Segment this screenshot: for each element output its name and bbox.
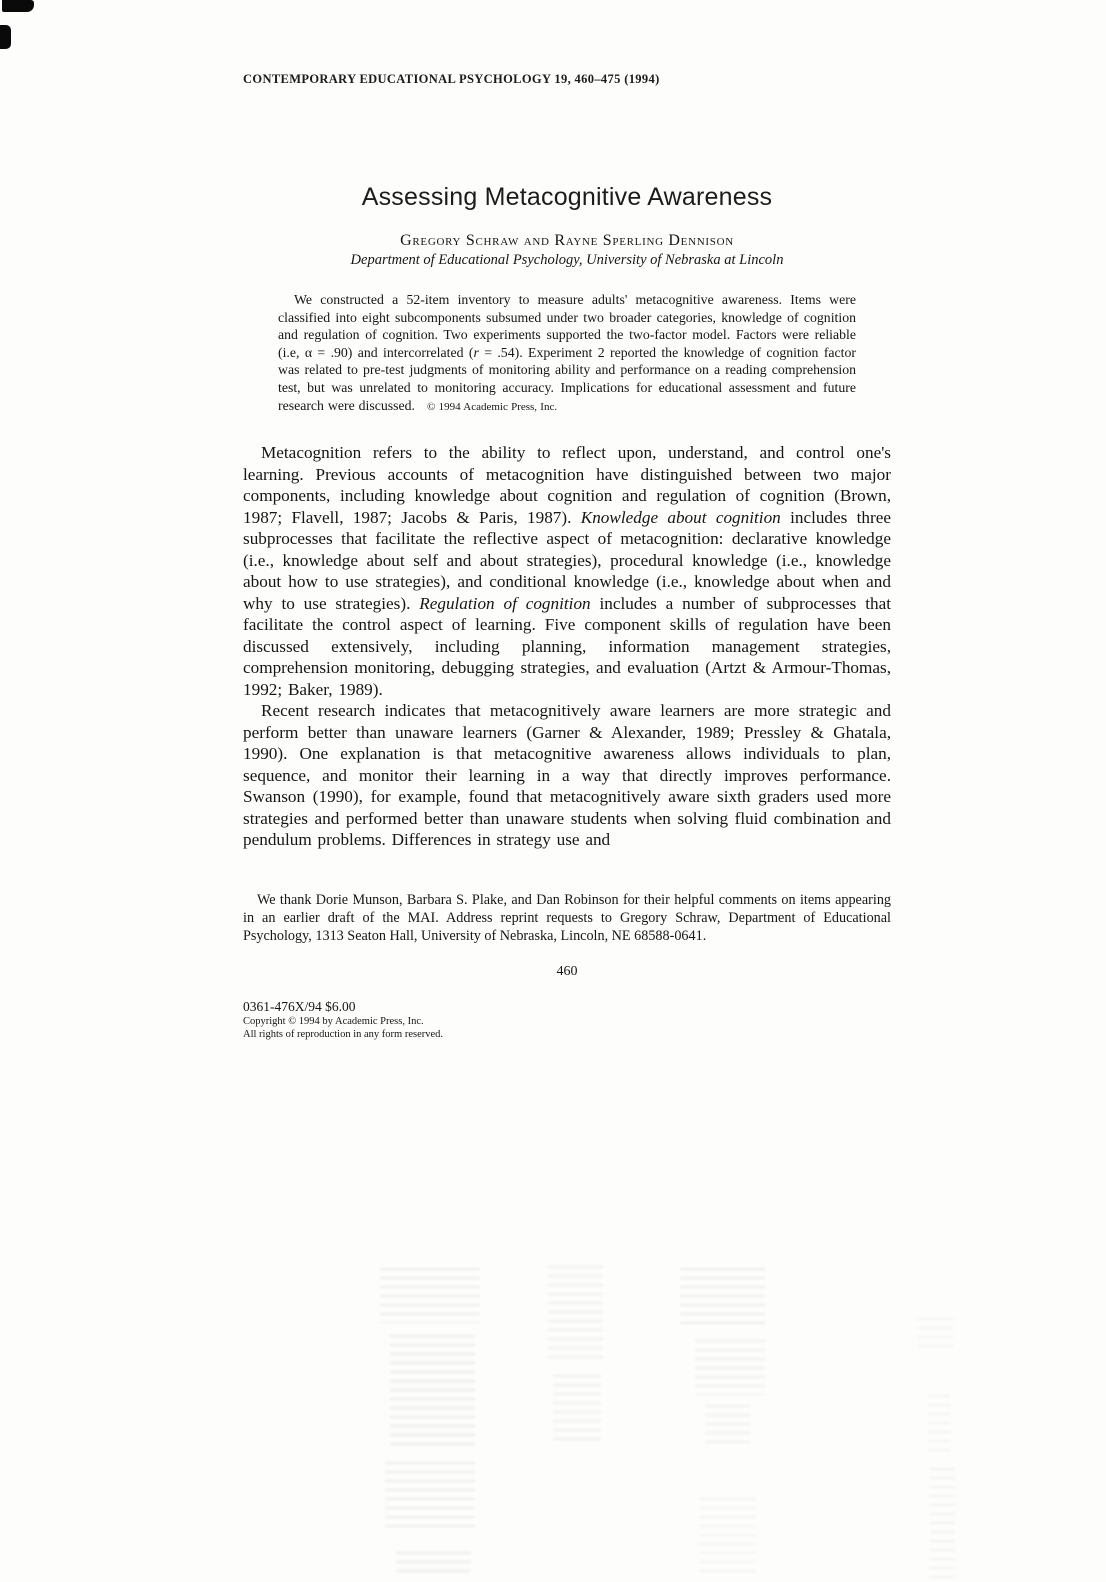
body-paragraph-2: Recent research indicates that metacognitively aware learners are more strategic and perform better than unaware learners (Garner & Alexander, 1989; Pressley & Ghatala, 1990). One explanation is that metacognitive awareness allows individuals to plan, sequence, and monitor their learning in a way that directly improves performance. Swanson (1990), for example, found that metacognitively aware sixth graders used more strategies and performed better than unaware students when solving fluid combination and pendulum problems. Differences in strategy use and [243, 701, 891, 850]
rights-reserved-line: All rights of reproduction in any form reserved. [243, 1029, 444, 1041]
abstract [278, 291, 856, 416]
paper-title: Assessing Metacognitive Awareness [361, 183, 773, 211]
scan-bleedthrough-artifact [918, 1318, 953, 1353]
scan-bleedthrough-artifact [705, 1405, 750, 1450]
paragraph-text: Metacognition refers to the ability to reflect upon, understand, and control one's learning. Previous accounts of metacognition have distinguished between two major components, including knowledge about cognition and regulation of cognition (Brown, 1987; Flavell, 1987; Jacobs & Paris, 1987). [243, 443, 891, 527]
abstract-copyright-notice: © 1994 Academic Press, Inc. [427, 400, 558, 413]
scan-bleedthrough-artifact [380, 1268, 480, 1323]
scan-bleedthrough-artifact [396, 1552, 471, 1576]
scan-bleedthrough-artifact [680, 1268, 765, 1328]
page-number: 460 [556, 963, 578, 979]
body-paragraph-1 [243, 442, 891, 700]
scan-artifact [0, 25, 11, 49]
scan-bleedthrough-artifact [548, 1266, 603, 1361]
abstract-italic-term: r [473, 344, 479, 360]
scan-bleedthrough-artifact [700, 1498, 755, 1578]
scan-bleedthrough-artifact [385, 1462, 475, 1534]
italic-phrase-knowledge-about-cognition: Knowledge about cognition [580, 507, 781, 527]
affiliation-line: Department of Educational Psychology, University of Nebraska at Lincoln [350, 252, 784, 268]
issn-price-line: 0361-476X/94 $6.00 [243, 998, 356, 1014]
paragraph-text: includes three subprocesses that facilitate the reflective aspect of metacognition: declarative knowledge (i.e., knowledge about self and about strategies), procedural knowledge (i.e., knowledge about how to use strategies), and conditional knowledge (i.e., knowledge about when and why to use strategies). [243, 507, 892, 613]
copyright-line: Copyright © 1994 by Academic Press, Inc. [243, 1015, 424, 1027]
journal-header: CONTEMPORARY EDUCATIONAL PSYCHOLOGY 19, 460–475 (1994) [243, 72, 660, 86]
scan-bleedthrough-artifact [390, 1335, 475, 1450]
abstract-text: = .54). Experiment 2 reported the knowledge of cognition factor was related to pre-test judgments of monitoring ability and performance on a reading comprehension test, but was unrelated to monitoring accuracy. Implications for educational assessment and future research were discussed. [278, 344, 856, 413]
scan-bleedthrough-artifact [553, 1375, 601, 1443]
scan-bleedthrough-artifact [695, 1340, 765, 1395]
scan-bleedthrough-artifact [928, 1395, 950, 1455]
italic-phrase-regulation-of-cognition: Regulation of cognition [419, 593, 591, 613]
scan-artifact [2, 0, 34, 12]
abstract-text: We constructed a 52-item inventory to measure adults' metacognitive awareness. Items were classified into eight subcomponents subsumed under two broader categories, knowledge of cognition and regulation of cognition. Two experiments supported the two-factor model. Factors were reliable (i.e, α = .90) and intercorrelated ( [278, 292, 856, 360]
copyright-block [243, 998, 891, 1042]
authors-line: Gregory Schraw and Rayne Sperling Dennison [400, 232, 734, 249]
author-note-footnote: We thank Dorie Munson, Barbara S. Plake, and Dan Robinson for their helpful comments on items appearing in an earlier draft of the MAI. Address reprint requests to Gregory Schraw, Department of Educational Psychology, 1313 Seaton Hall, University of Nebraska, Lincoln, NE 68588-0641. [243, 891, 891, 945]
page-content [243, 0, 891, 1042]
scan-bleedthrough-artifact [930, 1468, 955, 1578]
paragraph-text: includes a number of subprocesses that facilitate the control aspect of learning. Five component skills of regulation have been discussed extensively, including planning, information management strategies, comprehension monitoring, debugging strategies, and evaluation (Artzt & Armour-Thomas, 1992; Baker, 1989). [243, 593, 891, 699]
